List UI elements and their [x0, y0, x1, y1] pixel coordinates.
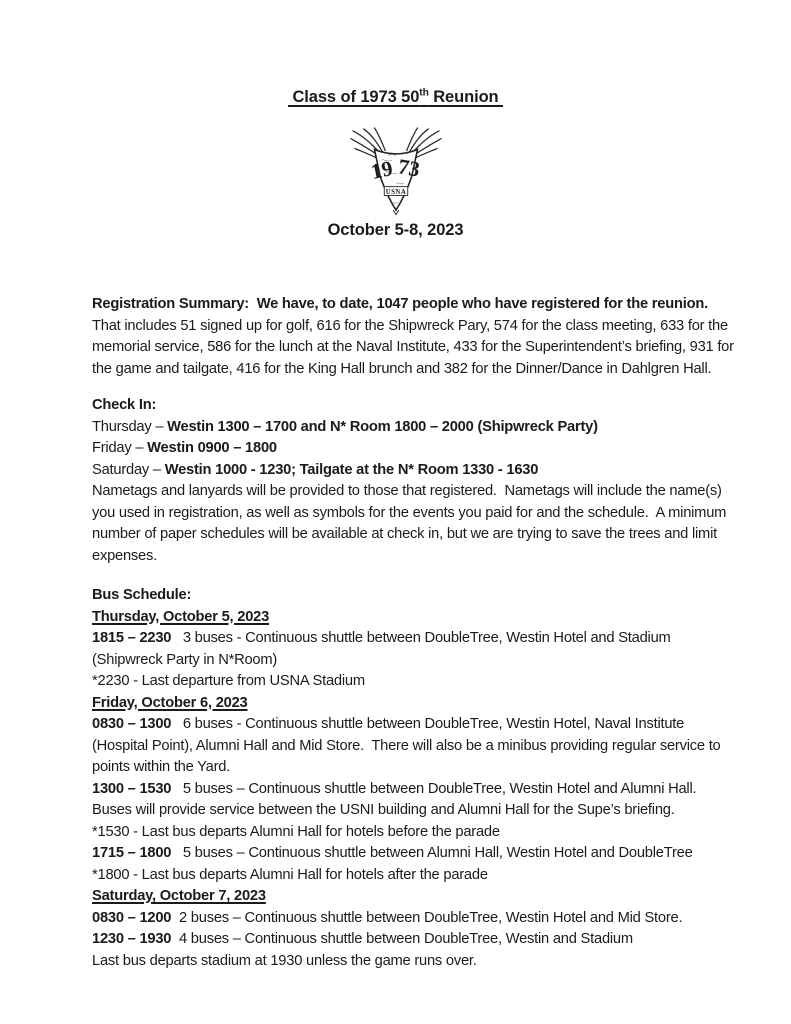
bus-note-text: *1530 - Last bus departs Alumni Hall for hotels before the parade — [92, 823, 500, 840]
nametags-note-paragraph: Nametags and lanyards will be provided to those that registered. Nametags will include the name(s) you used in registration, as well as symbols for the events you paid for and the schedule. A minimum number of paper schedules will be available at check in, but we are trying to save the trees and limit expenses. — [92, 483, 731, 564]
registration-summary-lead: Registration Summary: We have, to date, 1047 people who have registered for the reunion. — [92, 296, 708, 312]
bus-note — [92, 671, 734, 693]
bus-schedule-heading: Bus Schedule: — [92, 587, 192, 603]
bus-line-time: 1815 – 2230 — [92, 630, 172, 646]
bus-line-text: 5 buses – Continuous shuttle between Alumni Hall, Westin Hotel and DoubleTree — [171, 845, 693, 861]
bus-line-text: 2 buses – Continuous shuttle between DoubleTree, Westin Hotel and Mid Store. — [171, 909, 683, 926]
check-in-day-saturday — [92, 460, 734, 482]
bus-line — [92, 929, 734, 951]
bus-line — [92, 843, 734, 865]
bus-line-time: 0830 – 1300 — [92, 716, 172, 732]
crest-academy-label: USNA — [385, 188, 406, 196]
bus-day-date-thursday: Thursday, October 5, 2023 — [92, 608, 270, 625]
bus-line-text: 5 buses – Continuous shuttle between DoubleTree, Westin Hotel and Alumni Hall. Buses will provide service between the USNI building and Alumni Hall for the Supe’s briefing. — [92, 780, 701, 818]
page-title — [0, 88, 791, 107]
bus-line — [92, 908, 734, 930]
check-in-day-thursday — [92, 417, 734, 439]
registration-summary-paragraph — [92, 294, 738, 380]
page-title-text — [288, 88, 503, 106]
bus-note — [92, 822, 734, 844]
bus-line — [92, 779, 734, 822]
document-body — [92, 294, 738, 972]
bus-schedule-section — [92, 585, 734, 972]
bus-day-date-friday: Friday, October 6, 2023 — [92, 694, 248, 711]
check-in-section — [92, 395, 734, 567]
bus-line-text: 4 buses – Continuous shuttle between DoubleTree, Westin and Stadium — [171, 931, 633, 947]
bus-line-time: 1300 – 1530 — [92, 780, 172, 797]
bus-note-text: Last bus departs stadium at 1930 unless the game runs over. — [92, 952, 477, 969]
check-in-day-friday — [92, 438, 734, 460]
class-crest-1973-icon — [344, 126, 448, 216]
check-in-day-detail: Westin 1300 – 1700 and N* Room 1800 – 2000 (Shipwreck Party) — [167, 418, 598, 435]
bus-line-time: 1230 – 1930 — [92, 931, 172, 947]
bus-note-text: *2230 - Last departure from USNA Stadium — [92, 673, 365, 689]
bus-line-time: 0830 – 1200 — [92, 909, 172, 926]
registration-summary-detail: That includes 51 signed up for golf, 616 for the Shipwreck Pary, 574 for the class meeting, 633 for the memorial service, 586 for the lunch at the Naval Institute, 433 for the Superintendent’s briefing, 931 for the game and tailgate, 416 for the King Hall brunch and 382 for the Dinner/Dance in Dahlgren Hall. — [92, 296, 738, 377]
title-tail: Reunion — [428, 88, 504, 106]
crest-year-left: 19 — [368, 156, 395, 184]
check-in-day-detail: Westin 0900 – 1800 — [147, 440, 277, 456]
bus-day-date-saturday: Saturday, October 7, 2023 — [92, 888, 266, 904]
bus-note — [92, 951, 734, 973]
title-ordinal-superscript: th — [419, 87, 429, 99]
bus-line — [92, 628, 734, 671]
check-in-heading: Check In: — [92, 397, 157, 413]
title-main: Class of 1973 50 — [287, 88, 420, 106]
check-in-day-prefix: Saturday – — [92, 461, 165, 478]
crest-year-right: 73 — [395, 154, 422, 182]
bus-line-time: 1715 – 1800 — [92, 845, 172, 861]
bus-line — [92, 714, 734, 779]
bus-note — [92, 865, 734, 887]
bus-note-text: *1800 - Last bus departs Alumni Hall for hotels after the parade — [92, 866, 488, 883]
event-date-heading: October 5-8, 2023 — [327, 221, 464, 239]
check-in-day-detail: Westin 1000 - 1230; Tailgate at the N* Room 1330 - 1630 — [164, 461, 539, 478]
bus-line-text: 3 buses - Continuous shuttle between DoubleTree, Westin Hotel and Stadium (Shipwreck Party in N*Room) — [92, 630, 675, 668]
check-in-day-prefix: Thursday – — [92, 418, 168, 435]
check-in-day-prefix: Friday – — [92, 440, 148, 456]
bus-line-text: 6 buses - Continuous shuttle between DoubleTree, Westin Hotel, Naval Institute (Hospital Point), Alumni Hall and Mid Store. There will also be a minibus providing regular service to points within the Yard. — [92, 716, 725, 775]
